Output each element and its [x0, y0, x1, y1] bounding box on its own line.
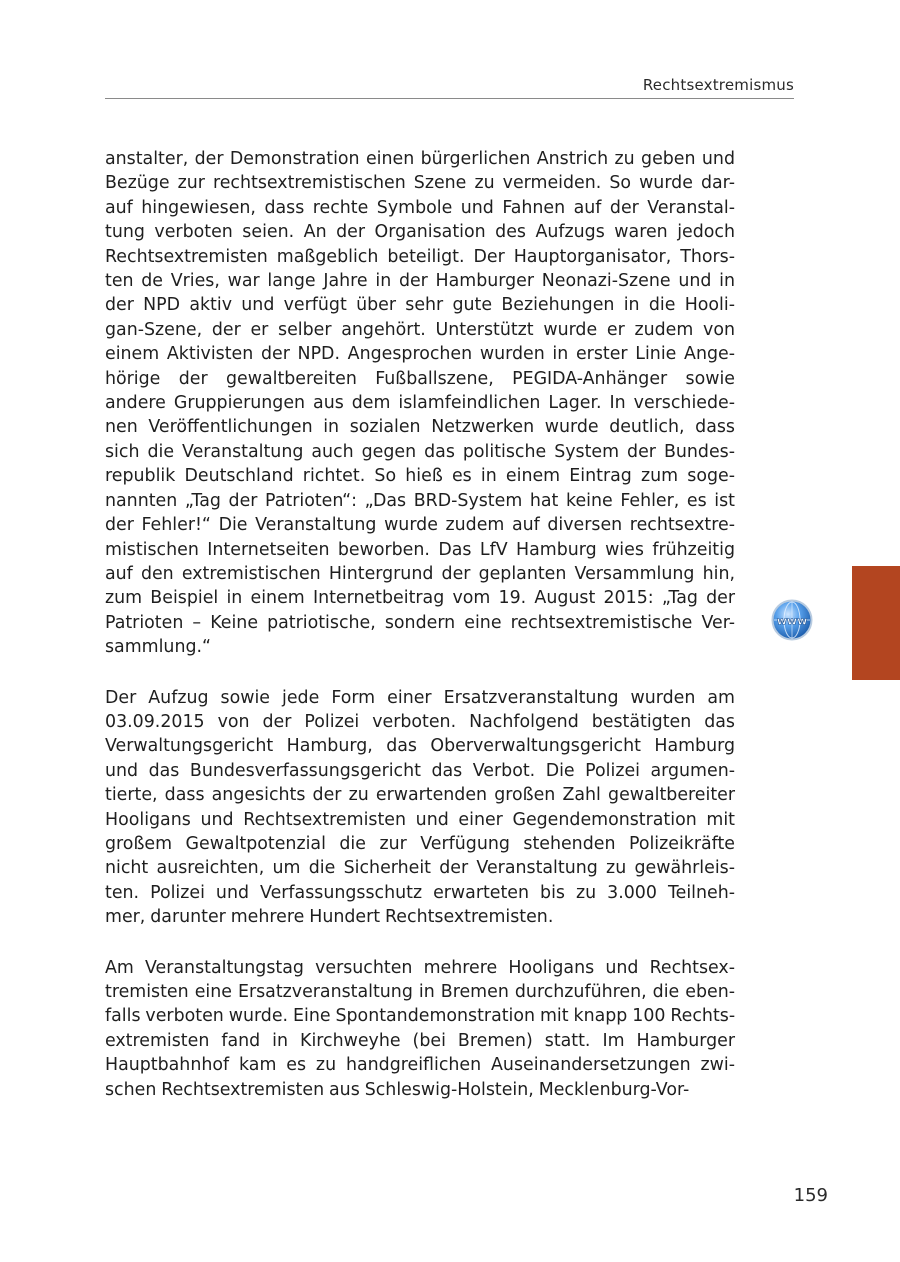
text-line: andere Gruppierungen aus dem islamfeindlichen Lager. In verschiede- — [105, 393, 735, 414]
paragraph-2 — [105, 686, 735, 930]
text-line: einem Aktivisten der NPD. Angesprochen wurden in erster Linie Ange- — [105, 344, 735, 365]
text-line: und das Bundesverfassungsgericht das Verbot. Die Polizei argumen- — [105, 760, 735, 781]
text-line: nicht ausreichten, um die Sicherheit der Veranstaltung zu gewährleis- — [105, 858, 735, 879]
www-globe-icon[interactable] — [771, 599, 813, 641]
text-line: auf den extremistischen Hintergrund der geplanten Versammlung hin, — [105, 563, 735, 584]
text-line: mistischen Internetseiten beworben. Das LfV Hamburg wies frühzeitig — [105, 539, 735, 560]
header-divider — [105, 98, 794, 99]
text-line: mer, darunter mehrere Hundert Rechtsextremisten. — [105, 907, 554, 928]
text-line: Verwaltungsgericht Hamburg, das Oberverwaltungsgericht Hamburg — [105, 736, 735, 757]
body-text — [105, 147, 735, 1128]
text-line: tierte, dass angesichts der zu erwartenden großen Zahl gewaltbereiter — [105, 785, 735, 806]
text-line: anstalter, der Demonstration einen bürgerlichen Anstrich zu geben und — [105, 149, 735, 169]
text-line: Patrioten – Keine patriotische, sondern eine rechtsextremistische Ver- — [105, 612, 735, 633]
text-line: sammlung.“ — [105, 637, 212, 658]
text-line: sich die Veranstaltung auch gegen das politische System der Bundes- — [105, 441, 735, 462]
text-line: tung verboten seien. An der Organisation des Aufzugs waren jedoch — [105, 222, 735, 243]
text-line: 03.09.2015 von der Polizei verboten. Nachfolgend bestätigten das — [105, 711, 735, 732]
text-line: auf hingewiesen, dass rechte Symbole und Fahnen auf der Veranstal- — [105, 197, 735, 218]
text-line: falls verboten wurde. Eine Spontandemonstration mit knapp 100 Rechts- — [105, 1006, 736, 1027]
text-line: nannten „Tag der Patrioten“: „Das BRD-System hat keine Fehler, es ist — [105, 490, 735, 511]
paragraph-1 — [105, 147, 735, 660]
text-line: ten de Vries, war lange Jahre in der Hamburger Neonazi-Szene und in — [105, 271, 735, 292]
text-line: republik Deutschland richtet. So hieß es in einem Eintrag zum soge- — [105, 466, 735, 487]
running-head-title: Rechtsextremismus — [642, 76, 794, 94]
www-icon-label: www — [776, 614, 808, 628]
text-line: großem Gewaltpotenzial die zur Verfügung stehenden Polizeikräfte — [105, 833, 735, 854]
text-line: Bezüge zur rechtsextremistischen Szene zu vermeiden. So wurde dar- — [105, 173, 735, 194]
text-line: extremisten fand in Kirchweyhe (bei Bremen) statt. Im Hamburger — [105, 1030, 735, 1051]
chapter-side-tab — [852, 566, 900, 680]
text-line: Der Aufzug sowie jede Form einer Ersatzveranstaltung wurden am — [105, 687, 735, 708]
text-line: der Fehler!“ Die Veranstaltung wurde zudem auf diversen rechtsextre- — [105, 515, 735, 536]
text-line: hörige der gewaltbereiten Fußballszene, PEGIDA-Anhänger sowie — [105, 368, 735, 389]
text-line: tremisten eine Ersatzveranstaltung in Bremen durchzuführen, die eben- — [105, 982, 735, 1002]
text-line: ten. Polizei und Verfassungsschutz erwarteten bis zu 3.000 Teilneh- — [105, 882, 735, 903]
text-line: Hooligans und Rechtsextremisten und einer Gegendemonstration mit — [105, 809, 735, 830]
text-line: der NPD aktiv und verfügt über sehr gute Beziehungen in die Hooli- — [105, 295, 735, 316]
text-line: zum Beispiel in einem Internetbeitrag vom 19. August 2015: „Tag der — [105, 588, 735, 609]
paragraph-3 — [105, 956, 735, 1102]
page-number: 159 — [793, 1185, 828, 1206]
text-line: Hauptbahnhof kam es zu handgreiflichen Auseinandersetzungen zwi- — [105, 1055, 735, 1076]
text-line: Rechtsextremisten maßgeblich beteiligt. Der Hauptorganisator, Thors- — [105, 246, 735, 267]
text-line: schen Rechtsextremisten aus Schleswig-Holstein, Mecklenburg-Vor- — [105, 1079, 690, 1100]
text-line: nen Veröffentlichungen in sozialen Netzwerken wurde deutlich, dass — [105, 417, 735, 438]
text-line: gan-Szene, der er selber angehört. Unterstützt wurde er zudem von — [105, 319, 735, 340]
text-line: Am Veranstaltungstag versuchten mehrere Hooligans und Rechtsex- — [105, 957, 735, 978]
